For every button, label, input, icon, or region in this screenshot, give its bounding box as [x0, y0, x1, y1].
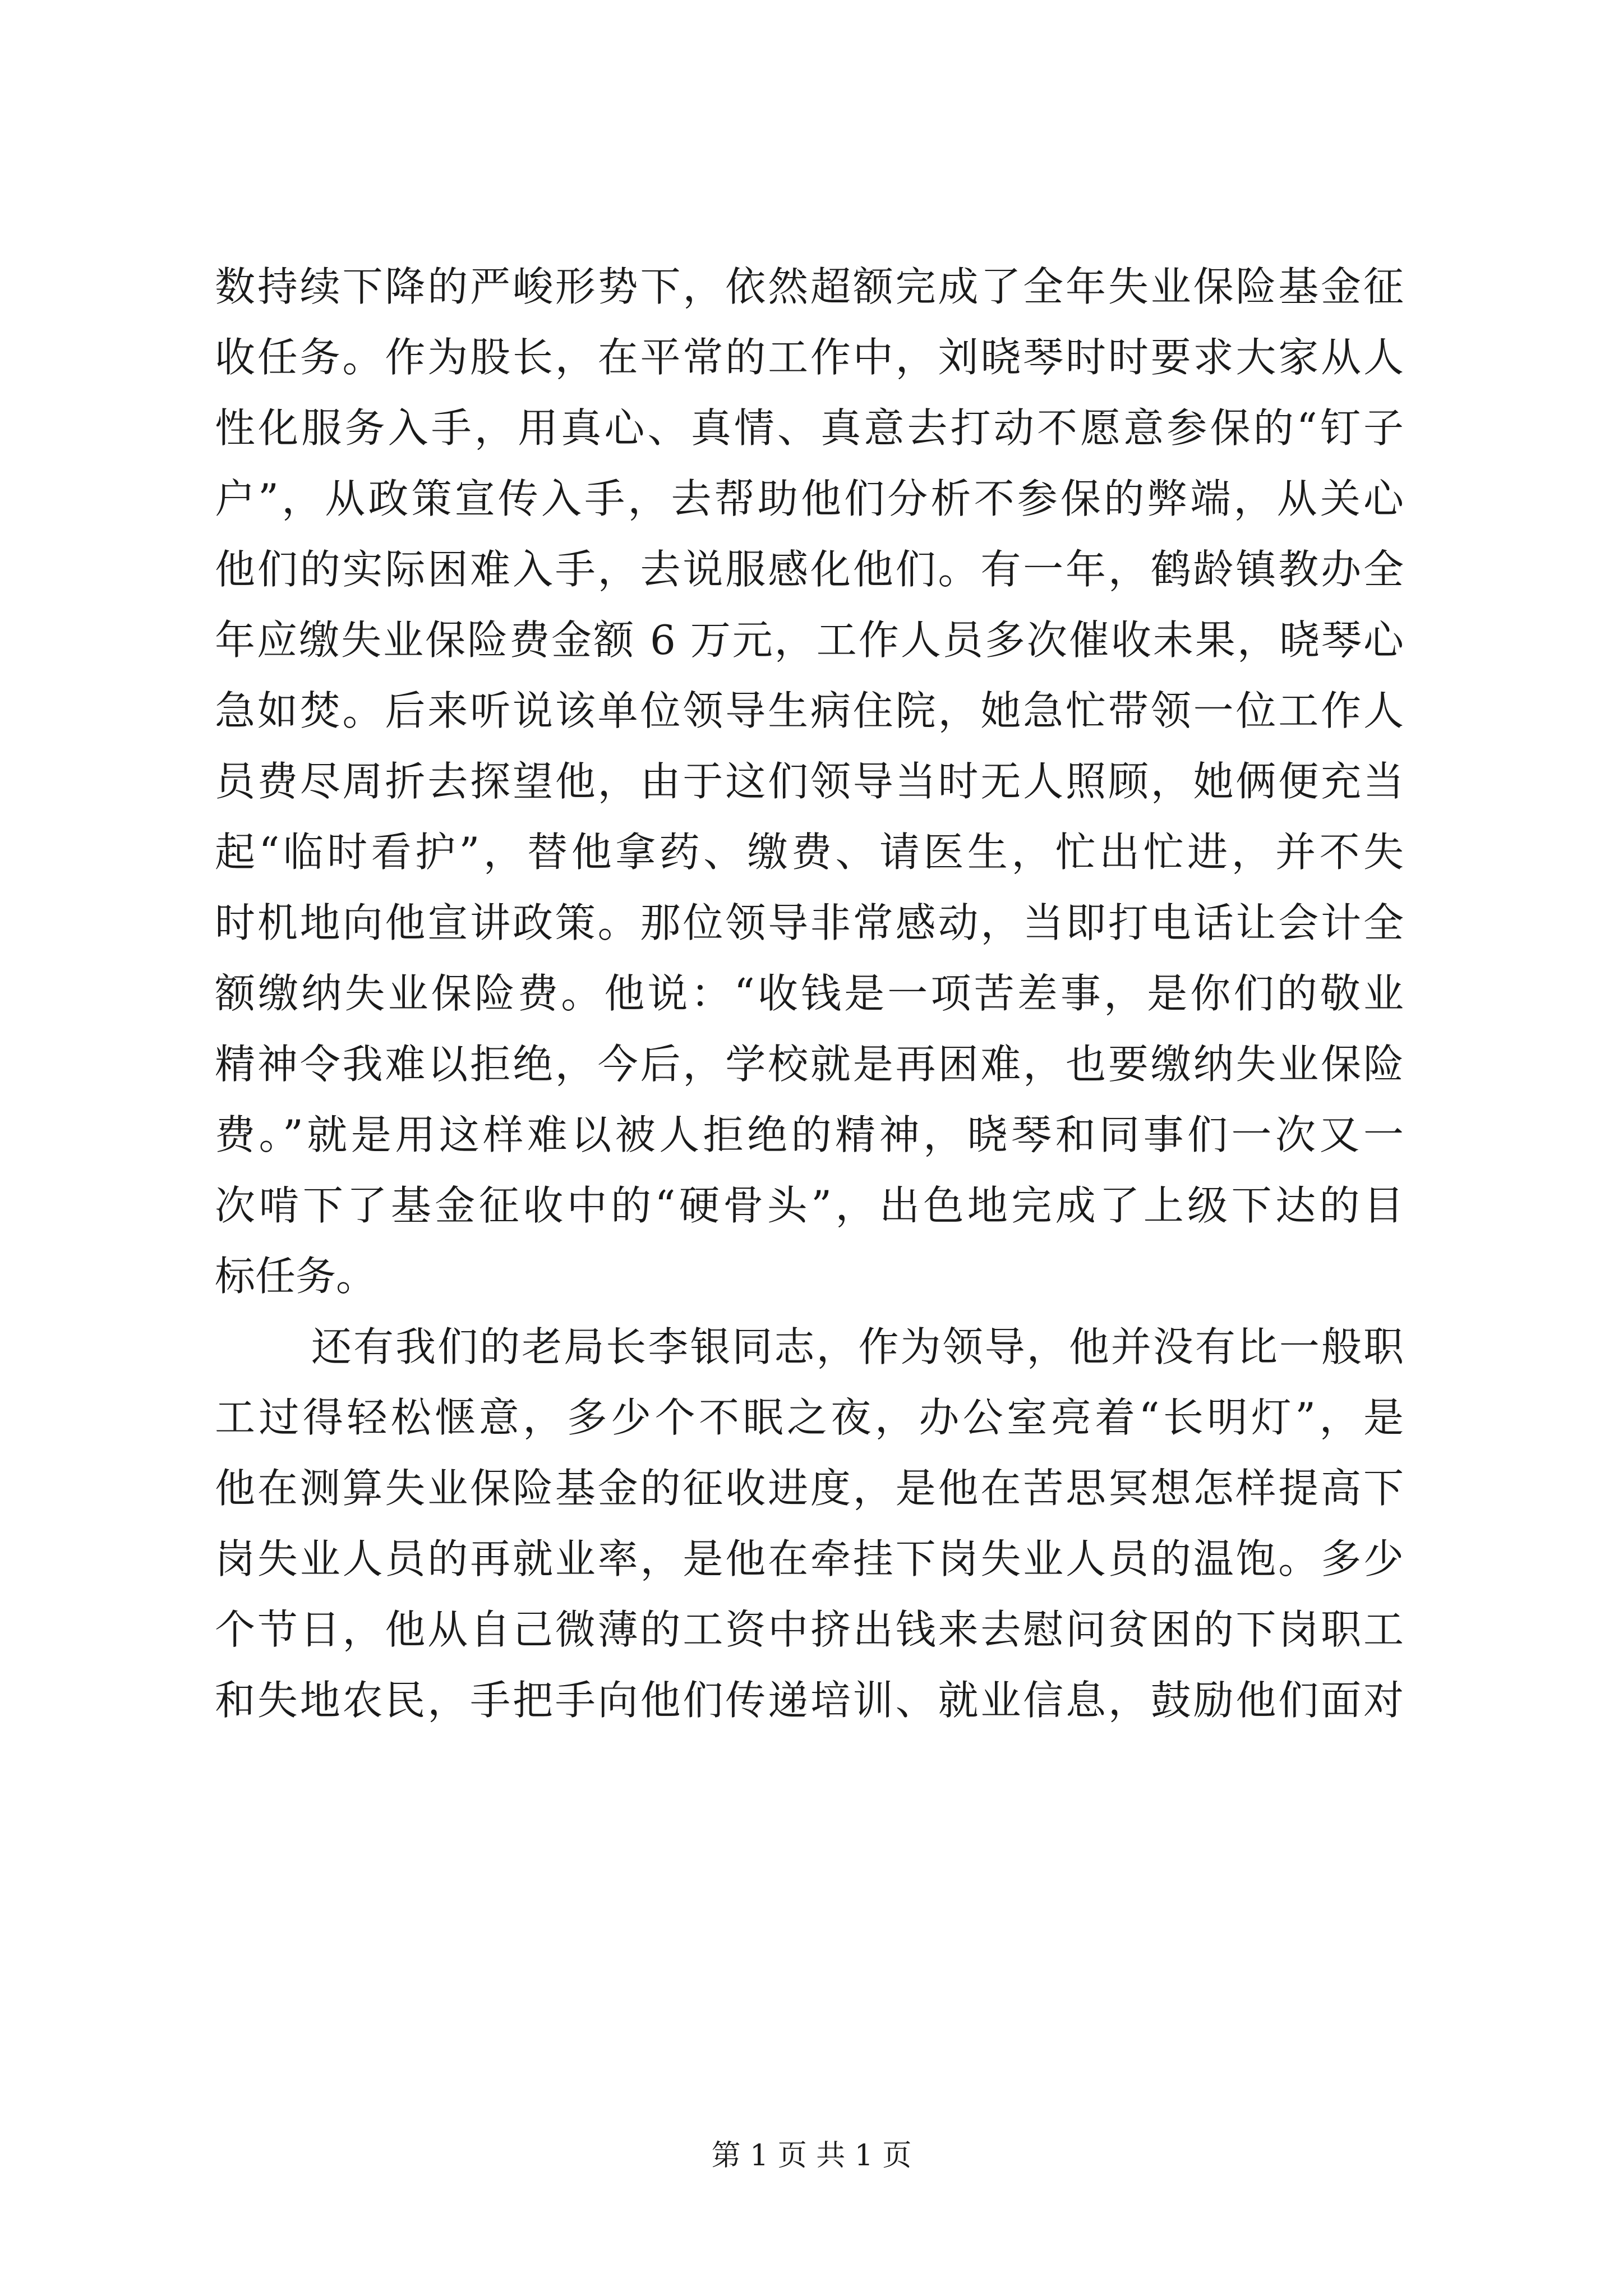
paragraph	[215, 251, 1404, 1312]
text-line: 个节日，他从自己微薄的工资中挤出钱来去慰问贫困的下岗职工	[215, 1606, 1404, 1653]
text-line: 他在测算失业保险基金的征收进度，是他在苦思冥想怎样提高下	[215, 1465, 1404, 1512]
paragraph	[215, 1312, 1404, 1736]
text-line: 岗失业人员的再就业率，是他在牵挂下岗失业人员的温饱。多少	[215, 1535, 1404, 1582]
text-line: 员费尽周折去探望他，由于这们领导当时无人照顾，她俩便充当	[215, 758, 1404, 805]
text-line: 急如焚。后来听说该单位领导生病住院，她急忙带领一位工作人	[215, 687, 1404, 734]
text-line: 数持续下降的严峻形势下，依然超额完成了全年失业保险基金征	[215, 263, 1404, 310]
text-line: 还有我们的老局长李银同志，作为领导，他并没有比一般职	[311, 1323, 1404, 1370]
text-line: 性化服务入手，用真心、真情、真意去打动不愿意参保的“钉子	[215, 404, 1404, 452]
text-line: 起“临时看护”，替他拿药、缴费、请医生，忙出忙进，并不失	[215, 829, 1404, 876]
text-line: 精神令我难以拒绝，今后，学校就是再困难，也要缴纳失业保险	[215, 1041, 1404, 1088]
text-line: 年应缴失业保险费金额 6 万元，工作人员多次催收未果，晓琴心	[215, 616, 1404, 664]
text-line: 户”，从政策宣传入手，去帮助他们分析不参保的弊端，从关心	[215, 475, 1404, 522]
text-line: 标任务。	[215, 1253, 377, 1300]
text-line: 次啃下了基金征收中的“硬骨头”，出色地完成了上级下达的目	[215, 1182, 1404, 1229]
text-line: 时机地向他宣讲政策。那位领导非常感动，当即打电话让会计全	[215, 899, 1404, 946]
page-number: 第 1 页 共 1 页	[711, 2139, 912, 2173]
body-text	[215, 251, 1404, 1736]
text-line: 收任务。作为股长，在平常的工作中，刘晓琴时时要求大家从人	[215, 334, 1404, 381]
text-line: 费。”就是用这样难以被人拒绝的精神，晓琴和同事们一次又一	[215, 1111, 1404, 1158]
text-line: 额缴纳失业保险费。他说：“收钱是一项苦差事，是你们的敬业	[215, 970, 1404, 1017]
text-line: 他们的实际困难入手，去说服感化他们。有一年，鹤龄镇教办全	[215, 546, 1404, 593]
text-line: 和失地农民，手把手向他们传递培训、就业信息，鼓励他们面对	[215, 1677, 1404, 1724]
text-line: 工过得轻松惬意，多少个不眠之夜，办公室亮着“长明灯”，是	[215, 1394, 1404, 1441]
